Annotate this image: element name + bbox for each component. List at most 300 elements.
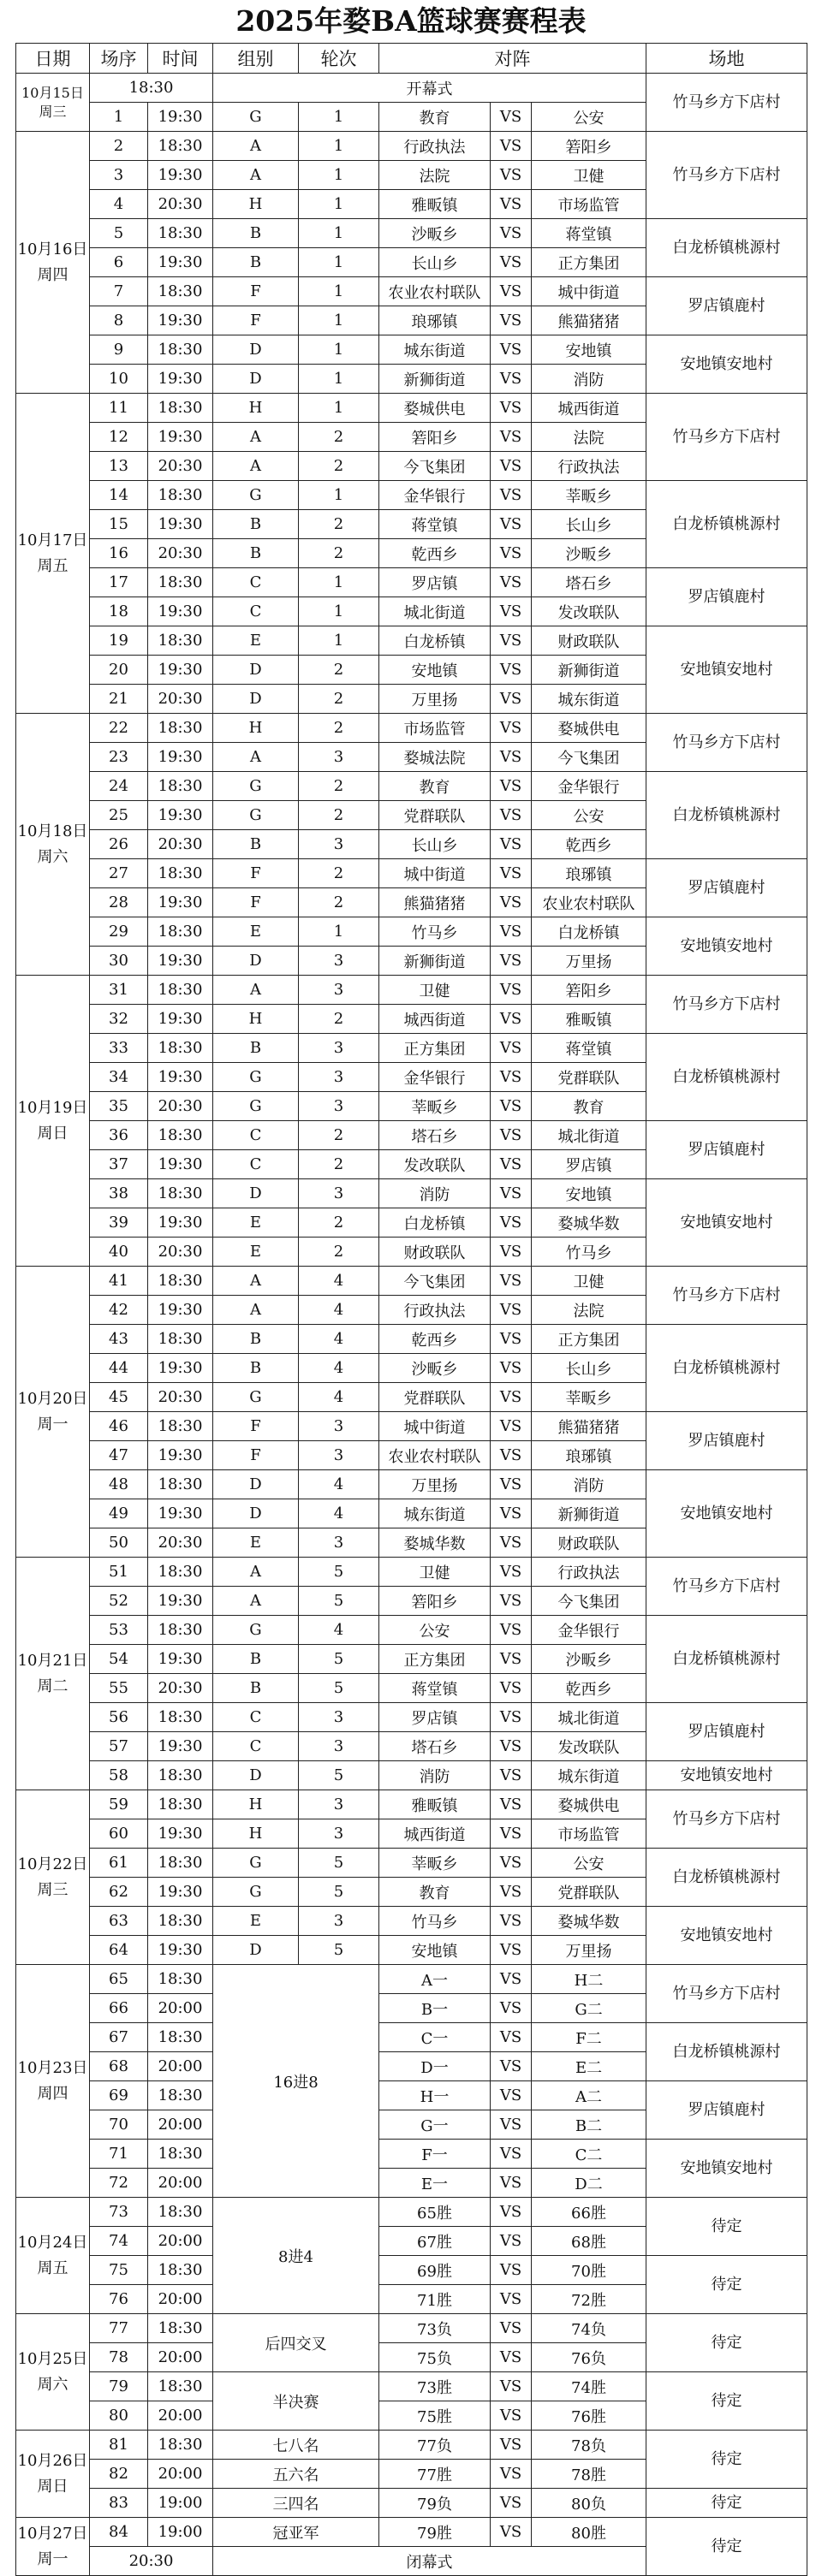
home-team: 金华银行 xyxy=(379,1063,491,1092)
game-row xyxy=(16,714,807,743)
page-title: 2025年婺BA篮球赛赛程表 xyxy=(235,4,587,38)
venue-cell: 罗店镇鹿村 xyxy=(646,568,807,626)
game-number: 37 xyxy=(90,1150,148,1179)
vs-label: VS xyxy=(491,2343,532,2372)
game-group: E xyxy=(213,1907,299,1936)
game-row xyxy=(16,1761,807,1790)
game-group: E xyxy=(213,917,299,947)
vs-label: VS xyxy=(491,2169,532,2198)
vs-label: VS xyxy=(491,1849,532,1878)
game-group: A xyxy=(213,743,299,772)
away-team: 行政执法 xyxy=(532,452,646,481)
home-team: 长山乡 xyxy=(379,830,491,859)
venue-cell: 罗店镇鹿村 xyxy=(646,1121,807,1179)
away-team: 行政执法 xyxy=(532,1558,646,1587)
away-team: 琅琊镇 xyxy=(532,859,646,888)
venue-cell: 待定 xyxy=(646,2431,807,2489)
date-cell xyxy=(16,714,90,976)
game-time: 18:30 xyxy=(148,1121,213,1150)
game-number: 9 xyxy=(90,335,148,365)
game-row xyxy=(16,1907,807,1936)
vs-label: VS xyxy=(491,1703,532,1732)
home-team: 安地镇 xyxy=(379,1936,491,1965)
game-group: F xyxy=(213,277,299,306)
game-number: 57 xyxy=(90,1732,148,1761)
game-row xyxy=(16,1121,807,1150)
game-round: 4 xyxy=(299,1499,379,1528)
vs-label: VS xyxy=(491,1761,532,1790)
game-group: A xyxy=(213,976,299,1005)
venue-cell: 白龙桥镇桃源村 xyxy=(646,1034,807,1121)
game-number: 27 xyxy=(90,859,148,888)
game-number: 31 xyxy=(90,976,148,1005)
game-time: 20:30 xyxy=(148,830,213,859)
game-round: 1 xyxy=(299,365,379,394)
away-team: 卫健 xyxy=(532,1267,646,1296)
vs-label: VS xyxy=(491,888,532,917)
away-team: A二 xyxy=(532,2081,646,2110)
game-number: 54 xyxy=(90,1645,148,1674)
away-team: 党群联队 xyxy=(532,1878,646,1907)
home-team: 67胜 xyxy=(379,2227,491,2256)
away-team: 长山乡 xyxy=(532,1354,646,1383)
away-team: 公安 xyxy=(532,103,646,132)
game-number: 44 xyxy=(90,1354,148,1383)
game-time: 20:00 xyxy=(148,2110,213,2140)
vs-label: VS xyxy=(491,103,532,132)
venue-cell: 安地镇安地村 xyxy=(646,1470,807,1558)
header-group: 组别 xyxy=(213,44,299,74)
game-row xyxy=(16,772,807,801)
game-number: 2 xyxy=(90,132,148,161)
game-group: F xyxy=(213,859,299,888)
game-time: 19:30 xyxy=(148,103,213,132)
game-time: 18:30 xyxy=(148,2372,213,2401)
game-round: 2 xyxy=(299,801,379,830)
vs-label: VS xyxy=(491,2140,532,2169)
game-group: B xyxy=(213,510,299,539)
game-time: 18:30 xyxy=(148,976,213,1005)
date-text: 10月26日 xyxy=(17,2451,88,2470)
home-team: 65胜 xyxy=(379,2198,491,2227)
weekday-text: 周二 xyxy=(37,1677,68,1695)
home-team: 沙畈乡 xyxy=(379,219,491,248)
home-team: 新狮街道 xyxy=(379,947,491,976)
game-group: D xyxy=(213,685,299,714)
ceremony-label: 闭幕式 xyxy=(213,2547,646,2576)
date-text: 10月20日 xyxy=(17,1389,88,1408)
game-round: 2 xyxy=(299,656,379,685)
game-group: B xyxy=(213,1034,299,1063)
game-number: 52 xyxy=(90,1587,148,1616)
game-time: 20:00 xyxy=(148,2052,213,2081)
venue-cell: 罗店镇鹿村 xyxy=(646,859,807,917)
away-team: 市场监管 xyxy=(532,190,646,219)
weekday-text: 周六 xyxy=(37,2375,68,2394)
home-team: 党群联队 xyxy=(379,801,491,830)
game-time: 18:30 xyxy=(148,1179,213,1208)
schedule-table xyxy=(15,43,807,2576)
away-team: 党群联队 xyxy=(532,1063,646,1092)
game-round: 4 xyxy=(299,1383,379,1412)
vs-label: VS xyxy=(491,976,532,1005)
away-team: 竹马乡 xyxy=(532,1238,646,1267)
home-team: 乾西乡 xyxy=(379,539,491,568)
venue-cell: 罗店镇鹿村 xyxy=(646,277,807,335)
game-number: 50 xyxy=(90,1528,148,1558)
vs-label: VS xyxy=(491,539,532,568)
game-number: 24 xyxy=(90,772,148,801)
venue-cell: 白龙桥镇桃源村 xyxy=(646,481,807,568)
game-round: 3 xyxy=(299,1907,379,1936)
date-cell xyxy=(16,2198,90,2314)
venue-cell: 安地镇安地村 xyxy=(646,335,807,394)
vs-label: VS xyxy=(491,1267,532,1296)
away-team: 72胜 xyxy=(532,2285,646,2314)
game-round: 3 xyxy=(299,1732,379,1761)
game-time: 20:30 xyxy=(148,190,213,219)
home-team: 77胜 xyxy=(379,2460,491,2489)
game-round: 2 xyxy=(299,1121,379,1150)
home-team: 婺城华数 xyxy=(379,1528,491,1558)
away-team: 公安 xyxy=(532,1849,646,1878)
vs-label: VS xyxy=(491,2110,532,2140)
game-number: 73 xyxy=(90,2198,148,2227)
game-group: F xyxy=(213,1412,299,1441)
game-round: 4 xyxy=(299,1616,379,1645)
game-group: B xyxy=(213,1325,299,1354)
game-number: 65 xyxy=(90,1965,148,1994)
venue-cell: 罗店镇鹿村 xyxy=(646,1412,807,1470)
game-group: B xyxy=(213,830,299,859)
game-group: G xyxy=(213,1849,299,1878)
away-team: D二 xyxy=(532,2169,646,2198)
game-time: 18:30 xyxy=(148,2198,213,2227)
vs-label: VS xyxy=(491,1790,532,1819)
date-cell xyxy=(16,1267,90,1558)
game-round: 3 xyxy=(299,743,379,772)
game-group: E xyxy=(213,626,299,656)
game-group: A xyxy=(213,132,299,161)
away-team: 白龙桥镇 xyxy=(532,917,646,947)
home-team: 白龙桥镇 xyxy=(379,626,491,656)
game-row xyxy=(16,2431,807,2460)
vs-label: VS xyxy=(491,2401,532,2431)
game-row xyxy=(16,2372,807,2401)
game-group: H xyxy=(213,1005,299,1034)
home-team: 79胜 xyxy=(379,2518,491,2547)
venue-cell: 竹马乡方下店村 xyxy=(646,74,807,132)
game-number: 13 xyxy=(90,452,148,481)
weekday-text: 周五 xyxy=(37,2258,68,2277)
game-number: 72 xyxy=(90,2169,148,2198)
home-team: 农业农村联队 xyxy=(379,1441,491,1470)
game-row xyxy=(16,1703,807,1732)
home-team: 卫健 xyxy=(379,1558,491,1587)
away-team: 消防 xyxy=(532,1470,646,1499)
stage-cell: 8进4 xyxy=(213,2198,379,2314)
game-number: 15 xyxy=(90,510,148,539)
away-team: 市场监管 xyxy=(532,1819,646,1849)
vs-label: VS xyxy=(491,1412,532,1441)
game-time: 18:30 xyxy=(148,2023,213,2052)
date-cell xyxy=(16,2518,90,2576)
away-team: 婺城华数 xyxy=(532,1208,646,1238)
date-cell xyxy=(16,132,90,394)
game-time: 18:30 xyxy=(148,568,213,597)
home-team: 教育 xyxy=(379,772,491,801)
away-team: 城北街道 xyxy=(532,1121,646,1150)
date-text: 10月21日 xyxy=(17,1651,88,1670)
game-time: 18:30 xyxy=(148,1412,213,1441)
vs-label: VS xyxy=(491,917,532,947)
vs-label: VS xyxy=(491,2372,532,2401)
game-group: E xyxy=(213,1528,299,1558)
game-number: 12 xyxy=(90,423,148,452)
game-group: F xyxy=(213,1441,299,1470)
game-time: 20:00 xyxy=(148,2169,213,2198)
away-team: 婺城供电 xyxy=(532,714,646,743)
game-round: 1 xyxy=(299,190,379,219)
game-number: 33 xyxy=(90,1034,148,1063)
home-team: 塔石乡 xyxy=(379,1121,491,1150)
away-team: 长山乡 xyxy=(532,510,646,539)
vs-label: VS xyxy=(491,1674,532,1703)
game-stage: 五六名 xyxy=(213,2460,379,2489)
game-time: 19:30 xyxy=(148,1150,213,1179)
away-team: 发改联队 xyxy=(532,597,646,626)
game-number: 34 xyxy=(90,1063,148,1092)
vs-label: VS xyxy=(491,2431,532,2460)
game-group: B xyxy=(213,219,299,248)
schedule-body xyxy=(16,74,807,2576)
game-time: 18:30 xyxy=(148,1965,213,1994)
game-round: 3 xyxy=(299,1063,379,1092)
weekday-text: 周五 xyxy=(37,556,68,575)
date-cell xyxy=(16,1790,90,1965)
game-round: 4 xyxy=(299,1267,379,1296)
game-round: 4 xyxy=(299,1354,379,1383)
game-number: 70 xyxy=(90,2110,148,2140)
vs-label: VS xyxy=(491,626,532,656)
game-group: G xyxy=(213,801,299,830)
game-group: D xyxy=(213,1470,299,1499)
away-team: 安地镇 xyxy=(532,335,646,365)
game-group: B xyxy=(213,1645,299,1674)
game-group: C xyxy=(213,568,299,597)
venue-cell: 待定 xyxy=(646,2198,807,2256)
game-row xyxy=(16,1412,807,1441)
venue-cell: 竹马乡方下店村 xyxy=(646,1558,807,1616)
game-number: 69 xyxy=(90,2081,148,2110)
game-group: A xyxy=(213,452,299,481)
game-time: 18:30 xyxy=(148,2081,213,2110)
away-team: 新狮街道 xyxy=(532,1499,646,1528)
game-row xyxy=(16,335,807,365)
away-team: 箬阳乡 xyxy=(532,976,646,1005)
game-group: H xyxy=(213,394,299,423)
game-round: 2 xyxy=(299,510,379,539)
game-row xyxy=(16,2198,807,2227)
away-team: 消防 xyxy=(532,365,646,394)
away-team: 城北街道 xyxy=(532,1703,646,1732)
game-stage: 七八名 xyxy=(213,2431,379,2460)
vs-label: VS xyxy=(491,161,532,190)
home-team: 消防 xyxy=(379,1179,491,1208)
game-stage: 三四名 xyxy=(213,2489,379,2518)
game-group: G xyxy=(213,772,299,801)
game-number: 18 xyxy=(90,597,148,626)
game-time: 20:00 xyxy=(148,2285,213,2314)
game-number: 10 xyxy=(90,365,148,394)
game-group: C xyxy=(213,1703,299,1732)
game-number: 16 xyxy=(90,539,148,568)
vs-label: VS xyxy=(491,2285,532,2314)
vs-label: VS xyxy=(491,1296,532,1325)
vs-label: VS xyxy=(491,2518,532,2547)
game-time: 19:30 xyxy=(148,161,213,190)
game-time: 19:30 xyxy=(148,597,213,626)
game-number: 66 xyxy=(90,1994,148,2023)
vs-label: VS xyxy=(491,685,532,714)
weekday-text: 周六 xyxy=(37,847,68,866)
vs-label: VS xyxy=(491,1994,532,2023)
home-team: 发改联队 xyxy=(379,1150,491,1179)
game-round: 5 xyxy=(299,1878,379,1907)
game-time: 19:30 xyxy=(148,1354,213,1383)
vs-label: VS xyxy=(491,1063,532,1092)
home-team: B一 xyxy=(379,1994,491,2023)
game-round: 4 xyxy=(299,1325,379,1354)
venue-cell: 罗店镇鹿村 xyxy=(646,2081,807,2140)
home-team: 75负 xyxy=(379,2343,491,2372)
vs-label: VS xyxy=(491,568,532,597)
game-group: C xyxy=(213,1121,299,1150)
home-team: 教育 xyxy=(379,103,491,132)
game-number: 67 xyxy=(90,2023,148,2052)
game-number: 83 xyxy=(90,2489,148,2518)
game-number: 26 xyxy=(90,830,148,859)
home-team: 新狮街道 xyxy=(379,365,491,394)
venue-cell: 待定 xyxy=(646,2518,807,2576)
away-team: E二 xyxy=(532,2052,646,2081)
home-team: 城中街道 xyxy=(379,859,491,888)
game-time: 19:30 xyxy=(148,1819,213,1849)
home-team: 罗店镇 xyxy=(379,1703,491,1732)
game-time: 18:30 xyxy=(148,1761,213,1790)
home-team: 73负 xyxy=(379,2314,491,2343)
vs-label: VS xyxy=(491,1208,532,1238)
game-time: 20:00 xyxy=(148,2401,213,2431)
game-time: 18:30 xyxy=(148,1849,213,1878)
game-group: G xyxy=(213,1616,299,1645)
game-number: 60 xyxy=(90,1819,148,1849)
game-time: 20:30 xyxy=(148,539,213,568)
game-round: 1 xyxy=(299,626,379,656)
game-round: 5 xyxy=(299,1558,379,1587)
date-text: 10月24日 xyxy=(17,2233,88,2252)
weekday-text: 周日 xyxy=(37,2477,68,2496)
away-team: 婺城华数 xyxy=(532,1907,646,1936)
game-round: 1 xyxy=(299,219,379,248)
vs-label: VS xyxy=(491,1092,532,1121)
away-team: 财政联队 xyxy=(532,626,646,656)
vs-label: VS xyxy=(491,248,532,277)
venue-cell: 白龙桥镇桃源村 xyxy=(646,1325,807,1412)
vs-label: VS xyxy=(491,1470,532,1499)
game-round: 4 xyxy=(299,1470,379,1499)
vs-label: VS xyxy=(491,1121,532,1150)
game-round: 3 xyxy=(299,830,379,859)
game-group: C xyxy=(213,1150,299,1179)
date-text: 10月16日 xyxy=(17,240,88,258)
stage-cell: 后四交叉 xyxy=(213,2314,379,2372)
game-row xyxy=(16,277,807,306)
header-date: 日期 xyxy=(16,44,90,74)
away-team: H二 xyxy=(532,1965,646,1994)
away-team: B二 xyxy=(532,2110,646,2140)
vs-label: VS xyxy=(491,1819,532,1849)
home-team: E一 xyxy=(379,2169,491,2198)
game-group: D xyxy=(213,1936,299,1965)
vs-label: VS xyxy=(491,1325,532,1354)
weekday-text: 周日 xyxy=(37,1124,68,1143)
game-time: 20:30 xyxy=(148,1674,213,1703)
away-team: 法院 xyxy=(532,423,646,452)
game-row xyxy=(16,626,807,656)
header-venue: 场地 xyxy=(646,44,807,74)
game-round: 3 xyxy=(299,1703,379,1732)
game-round: 1 xyxy=(299,132,379,161)
home-team: 今飞集团 xyxy=(379,1267,491,1296)
game-time: 19:30 xyxy=(148,947,213,976)
venue-cell: 白龙桥镇桃源村 xyxy=(646,1849,807,1907)
ceremony-time: 18:30 xyxy=(90,74,213,103)
game-round: 1 xyxy=(299,394,379,423)
game-time: 18:30 xyxy=(148,219,213,248)
venue-cell: 安地镇安地村 xyxy=(646,1761,807,1790)
vs-label: VS xyxy=(491,743,532,772)
game-round: 3 xyxy=(299,1092,379,1121)
game-time: 18:30 xyxy=(148,132,213,161)
game-row xyxy=(16,1616,807,1645)
away-team: 财政联队 xyxy=(532,1528,646,1558)
game-number: 6 xyxy=(90,248,148,277)
home-team: 73胜 xyxy=(379,2372,491,2401)
game-group: A xyxy=(213,161,299,190)
away-team: 66胜 xyxy=(532,2198,646,2227)
home-team: 城西街道 xyxy=(379,1819,491,1849)
stage-cell: 16进8 xyxy=(213,1965,379,2198)
venue-cell: 白龙桥镇桃源村 xyxy=(646,772,807,859)
home-team: 罗店镇 xyxy=(379,568,491,597)
game-group: A xyxy=(213,423,299,452)
away-team: C二 xyxy=(532,2140,646,2169)
weekday-text: 周四 xyxy=(37,265,68,284)
game-number: 28 xyxy=(90,888,148,917)
game-round: 1 xyxy=(299,917,379,947)
game-time: 19:30 xyxy=(148,510,213,539)
game-time: 18:30 xyxy=(148,1616,213,1645)
game-number: 11 xyxy=(90,394,148,423)
game-number: 49 xyxy=(90,1499,148,1528)
game-group: H xyxy=(213,1790,299,1819)
game-number: 45 xyxy=(90,1383,148,1412)
vs-label: VS xyxy=(491,1150,532,1179)
game-time: 19:30 xyxy=(148,1063,213,1092)
vs-label: VS xyxy=(491,335,532,365)
home-team: 婺城供电 xyxy=(379,394,491,423)
